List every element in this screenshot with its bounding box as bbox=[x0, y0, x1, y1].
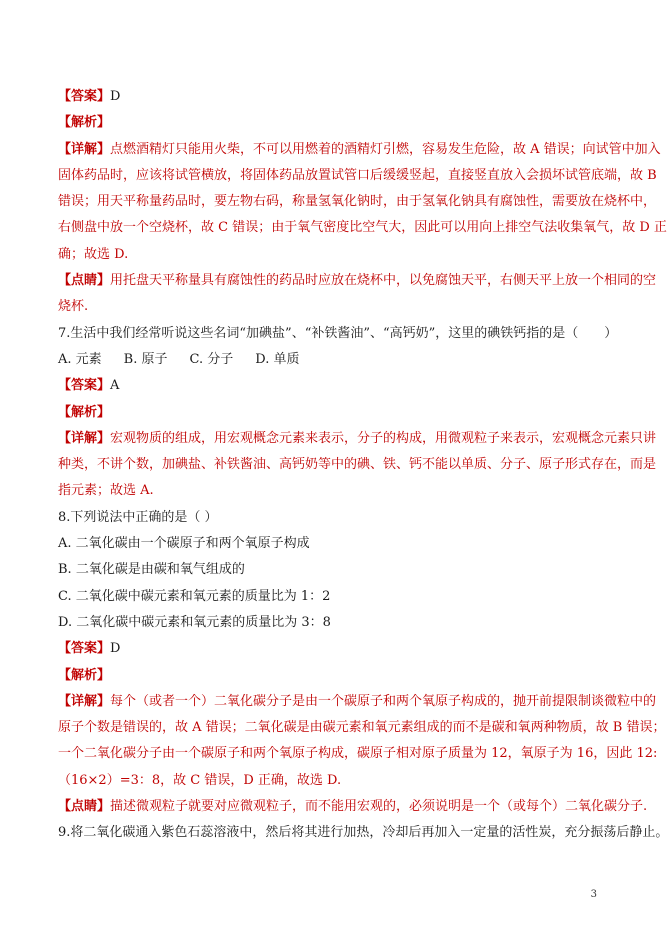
q8-analysis bbox=[58, 663, 606, 689]
comment-text: 描述微观粒子就要对应微观粒子，而不能用宏观的，必须说明是一个（或每个）二氧化碳分子. bbox=[110, 799, 648, 815]
q8-detail-line-4: （16×2）=3：8，故 C 错误，D 正确，故选 D. bbox=[58, 772, 342, 788]
q7-answer bbox=[58, 373, 606, 399]
q8-answer bbox=[58, 636, 606, 662]
q9-question: 9.将二氧化碳通入紫色石蕊溶液中，然后将其进行加热，冷却后再加入一定量的活性炭，充分振荡后静止。 bbox=[58, 825, 668, 841]
detail-tag: 【详解】 bbox=[58, 141, 111, 157]
analysis-tag: 【解析】 bbox=[58, 667, 111, 683]
q7-option-c: C. 分子 bbox=[189, 351, 234, 367]
answer-value: A bbox=[110, 378, 120, 394]
detail-text: 每个（或者一个）二氧化碳分子是由一个碳原子和两个氧原子构成的，抛开前提限制谈微粒中的 bbox=[110, 693, 657, 709]
page-number: 3 bbox=[590, 889, 597, 900]
q8-question: 8.下列说法中正确的是（ ） bbox=[58, 509, 218, 525]
q7-options bbox=[58, 347, 606, 373]
q8-detail-line-1 bbox=[58, 689, 657, 715]
detail-text: 宏观物质的组成，用宏观概念元素来表示，分子的构成，用微观粒子来表示，宏观概念元素只讲 bbox=[110, 430, 657, 446]
q6-detail-line-3: 错误；用天平称量药品时，要左物右码，称量氢氧化钠时，由于氢氧化钠具有腐蚀性，需要放在烧杯中， bbox=[58, 194, 657, 210]
q7-detail-line-1 bbox=[58, 426, 657, 452]
q6-detail-line-5: 确；故选 D. bbox=[58, 246, 129, 262]
answer-value: D bbox=[110, 641, 121, 657]
answer-tag: 【答案】 bbox=[58, 641, 111, 657]
q6-comment-line-1 bbox=[58, 268, 657, 294]
answer-value: D bbox=[110, 89, 121, 104]
comment-text: 用托盘天平称量具有腐蚀性的药品时应放在烧杯中，以免腐蚀天平，右侧天平上放一个相同的空 bbox=[110, 273, 657, 289]
q6-analysis bbox=[58, 110, 606, 136]
q6-comment-line-2: 烧杯. bbox=[58, 299, 89, 315]
detail-tag: 【详解】 bbox=[58, 430, 111, 446]
analysis-tag: 【解析】 bbox=[58, 115, 111, 131]
q7-option-d: D. 单质 bbox=[255, 351, 300, 367]
q8-option-d: D. 二氧化碳中碳元素和氧元素的质量比为 3：8 bbox=[58, 614, 331, 630]
q7-option-b: B. 原子 bbox=[123, 351, 168, 367]
page-content bbox=[58, 84, 668, 847]
q7-question: 7.生活中我们经常听说这些名词“加碘盐”、“补铁酱油”、“高钙奶”，这里的碘铁钙指的是（ ） bbox=[58, 325, 618, 341]
detail-text: 点燃酒精灯只能用火柴，不可以用燃着的酒精灯引燃，容易发生危险，故 A 错误；向试管中加入 bbox=[110, 141, 661, 157]
analysis-tag: 【解析】 bbox=[58, 404, 111, 420]
q8-option-b: B. 二氧化碳是由碳和氧气组成的 bbox=[58, 562, 245, 578]
answer-tag: 【答案】 bbox=[58, 378, 111, 394]
q7-detail-line-2: 种类，不讲个数，加碘盐、补铁酱油、高钙奶等中的碘、铁、钙不能以单质、分子、原子形式存在，而是 bbox=[58, 457, 657, 473]
q8-option-c: C. 二氧化碳中碳元素和氧元素的质量比为 1：2 bbox=[58, 588, 331, 604]
q6-detail-line-4: 右侧盘中放一个空烧杯，故 C 错误；由于氧气密度比空气大，因此可以用向上排空气法收集氧气，故 D 正 bbox=[58, 220, 667, 236]
detail-tag: 【详解】 bbox=[58, 693, 111, 709]
q8-option-a: A. 二氧化碳由一个碳原子和两个氧原子构成 bbox=[58, 536, 310, 552]
comment-tag: 【点睛】 bbox=[58, 273, 111, 289]
q8-detail-line-2: 原子个数是错误的，故 A 错误；二氧化碳是由碳元素和氧元素组成的而不是碳和氧两种物质，故 B 错误； bbox=[58, 720, 666, 736]
answer-tag: 【答案】 bbox=[58, 89, 111, 104]
q6-detail-line-2: 固体药品时，应该将试管横放，将固体药品放置试管口后缓缓竖起，直接竖直放入会损坏试管底端，故 B bbox=[58, 167, 657, 183]
q8-comment-line-1 bbox=[58, 794, 648, 820]
comment-tag: 【点睛】 bbox=[58, 799, 111, 815]
q6-detail-line-1 bbox=[58, 137, 661, 163]
q7-detail-line-3: 指元素；故选 A. bbox=[58, 483, 154, 499]
q8-detail-line-3: 一个二氧化碳分子由一个碳原子和两个氧原子构成，碳原子相对原子质量为 12，氧原子为 16，因此 12: bbox=[58, 746, 658, 762]
q7-option-a: A. 元素 bbox=[58, 351, 102, 367]
q6-answer bbox=[58, 84, 606, 110]
q7-analysis bbox=[58, 400, 606, 426]
